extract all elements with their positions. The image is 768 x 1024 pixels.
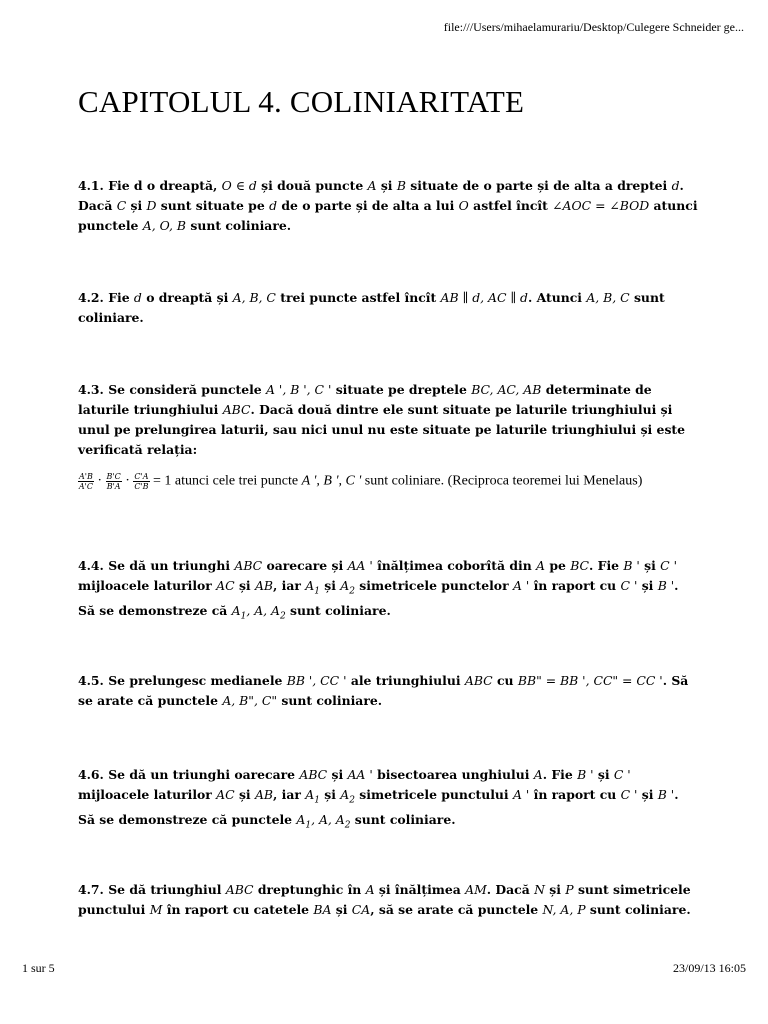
text: trei puncte astfel încît xyxy=(280,290,437,305)
math: AC xyxy=(216,787,235,802)
chapter-title: CAPITOLUL 4. COLINIARITATE xyxy=(78,84,525,119)
text: sunt coliniare. xyxy=(281,693,383,708)
math xyxy=(340,578,355,597)
text: sunt coliniare. xyxy=(190,218,292,233)
math: d xyxy=(269,198,277,213)
text: Se dă un triunghi xyxy=(108,558,231,573)
text: Se prelungesc medianele xyxy=(108,673,283,688)
math: AB xyxy=(254,787,274,802)
math: BC xyxy=(570,558,590,573)
math: A xyxy=(305,578,315,593)
text: în raport cu catetele xyxy=(166,902,310,917)
text: și xyxy=(324,578,336,593)
problem-number: 4.2. xyxy=(78,290,104,305)
numerator: A'B xyxy=(79,472,93,481)
text: și xyxy=(331,767,344,782)
math: AA ' xyxy=(347,558,373,573)
text: și xyxy=(549,882,561,897)
problem-4-6 xyxy=(78,765,698,836)
text: sunt situate pe xyxy=(160,198,265,213)
text: mijloacele laturilor xyxy=(78,787,212,802)
text: și xyxy=(641,578,654,593)
subscript: 2 xyxy=(344,820,351,831)
math xyxy=(340,787,355,806)
text: . Dacă două dintre ele sunt situate pe laturile triunghiului și unul pe prelungirea laturii, sau nici unul nu este situate pe laturile triunghiului și este verificată relația: xyxy=(78,402,686,457)
math: A xyxy=(367,178,377,193)
math: B ' xyxy=(577,767,594,782)
text: o dreaptă și xyxy=(146,290,229,305)
math xyxy=(296,812,351,831)
text: situate de o parte și de alta a dreptei xyxy=(410,178,668,193)
math: A ', B ', C ' xyxy=(301,473,362,489)
problem-number: 4.5. xyxy=(78,673,104,688)
denominator: C'B xyxy=(134,482,149,491)
text: și xyxy=(238,787,251,802)
text: și xyxy=(130,198,143,213)
math: ABC xyxy=(299,767,328,782)
math: M xyxy=(149,902,163,917)
text: și două puncte xyxy=(261,178,364,193)
problem-number: 4.6. xyxy=(78,767,104,782)
text: și xyxy=(644,558,656,573)
math: O xyxy=(458,198,469,213)
math: A xyxy=(231,603,241,619)
subscript: 1 xyxy=(240,611,247,622)
math: A xyxy=(365,882,375,897)
text: determinate de laturile triunghiului xyxy=(78,382,652,417)
math: , A, A xyxy=(311,812,345,828)
fraction xyxy=(106,472,122,491)
problem-4-3 xyxy=(78,380,698,460)
text: . Fie xyxy=(542,767,573,782)
text: , iar xyxy=(273,578,301,593)
text: și xyxy=(238,578,251,593)
text: . Să se arate că punctele xyxy=(78,673,689,708)
text: sunt simetricele punctului xyxy=(78,882,691,917)
problem-number: 4.7. xyxy=(78,882,104,897)
text: și xyxy=(380,178,393,193)
math: C ' xyxy=(613,767,631,782)
text: . Dacă xyxy=(78,178,684,213)
math: A ' xyxy=(512,787,530,802)
math: A, O, B xyxy=(142,218,187,233)
problem-4-1 xyxy=(78,176,698,236)
page-counter: 1 sur 5 xyxy=(22,961,55,975)
math: CA xyxy=(351,902,371,917)
text: Se consideră punctele xyxy=(108,382,262,397)
numerator: B'C xyxy=(106,472,121,481)
text: Fie d o dreaptă, xyxy=(108,178,218,193)
math xyxy=(305,787,320,806)
text: sunt coliniare. xyxy=(78,290,665,325)
math: AB xyxy=(254,578,274,593)
math: C ' xyxy=(660,558,677,573)
math: A xyxy=(296,812,306,828)
problem-number: 4.3. xyxy=(78,382,104,397)
text: sunt coliniare. xyxy=(290,603,391,619)
math: D xyxy=(146,198,157,213)
text: oarecare și xyxy=(266,558,344,573)
text: . Atunci xyxy=(527,290,582,305)
text: și xyxy=(597,767,610,782)
text: înălțimea coborîtă din xyxy=(377,558,532,573)
text: = 1 atunci cele trei puncte xyxy=(153,473,299,489)
math: A xyxy=(340,787,350,802)
math: A xyxy=(533,767,543,782)
math: AC xyxy=(216,578,235,593)
text: Fie xyxy=(108,290,130,305)
math: ABC xyxy=(222,402,251,417)
text: și înălțimea xyxy=(378,882,461,897)
text: situate pe dreptele xyxy=(335,382,467,397)
text: bisectoarea unghiului xyxy=(377,767,530,782)
math: BB" = BB ', CC" = CC ' xyxy=(517,673,663,688)
denominator: B'A xyxy=(106,482,121,491)
math: O ∈ d xyxy=(221,178,257,193)
math: A, B, C xyxy=(232,290,276,305)
math: , A, A xyxy=(246,603,280,619)
text: mijloacele laturilor xyxy=(78,578,212,593)
math: A ', B ', C ' xyxy=(266,382,332,397)
problem-number: 4.4. xyxy=(78,558,104,573)
text: și xyxy=(641,787,654,802)
text: , iar xyxy=(273,787,301,802)
text: . Dacă xyxy=(486,882,530,897)
math: A xyxy=(305,787,315,802)
math xyxy=(305,578,320,597)
text: . Să se demonstreze că punctele xyxy=(78,787,679,828)
math: d xyxy=(671,178,680,193)
math: N xyxy=(534,882,545,897)
text: atunci punctele xyxy=(78,198,698,233)
math: P xyxy=(565,882,574,897)
text: , să se arate că punctele xyxy=(370,902,539,917)
math: d xyxy=(133,290,142,305)
text: . Fie xyxy=(589,558,620,573)
math: ABC xyxy=(234,558,263,573)
math: C ' xyxy=(620,578,638,593)
math: A xyxy=(340,578,350,593)
math: AB ∥ d, AC ∥ d xyxy=(440,290,528,305)
denominator: A'C xyxy=(78,482,93,491)
fraction xyxy=(133,472,149,491)
math xyxy=(231,603,286,622)
problem-number: 4.1. xyxy=(78,178,104,193)
text: pe xyxy=(549,558,566,573)
math: BC, AC, AB xyxy=(471,382,542,397)
math: ABC xyxy=(464,673,493,688)
text: Se dă un triunghi oarecare xyxy=(108,767,296,782)
text: sunt coliniare. xyxy=(354,812,456,828)
math: ∠AOC = ∠BOD xyxy=(552,198,650,213)
math: B xyxy=(396,178,406,193)
subscript: 2 xyxy=(279,611,286,622)
math: BA xyxy=(313,902,332,917)
math: N, A, P xyxy=(542,902,586,917)
text: de o parte și de alta a lui xyxy=(281,198,455,213)
problem-4-5 xyxy=(78,671,698,711)
math: AM xyxy=(465,882,487,897)
text: simetricele punctului xyxy=(359,787,509,802)
file-url-header: file:///Users/mihaelamurariu/Desktop/Culegere Schneider ge... xyxy=(443,20,744,34)
fraction xyxy=(78,472,94,491)
math: C xyxy=(116,198,127,213)
text: în raport cu xyxy=(533,578,617,593)
problem-4-7 xyxy=(78,880,698,920)
text: ale triunghiului xyxy=(350,673,461,688)
math: ABC xyxy=(225,882,254,897)
text: cu xyxy=(496,673,514,688)
math: BB ', CC ' xyxy=(286,673,347,688)
text: astfel încît xyxy=(473,198,548,213)
menelaus-relation: $\frac{A'B}{A'C}$ · $\frac{B'C}{B'A}$ · $\frac{C'A}{C'B}$ = 1 atunci cele trei puncte A ', B ', C ' sunt coliniare. (Reciproca teoremei lui Menelaus) xyxy=(78,472,643,491)
text: în raport cu xyxy=(533,787,617,802)
text: Se dă triunghiul xyxy=(108,882,222,897)
math: A, B, C xyxy=(586,290,630,305)
text: sunt coliniare. xyxy=(589,902,691,917)
math: B ' xyxy=(657,787,675,802)
text: și xyxy=(335,902,348,917)
text: dreptunghic în xyxy=(257,882,362,897)
problem-4-2 xyxy=(78,288,698,328)
print-timestamp: 23/09/13 16:05 xyxy=(672,961,746,975)
math: B ' xyxy=(657,578,675,593)
text: și xyxy=(324,787,336,802)
text: simetricele punctelor xyxy=(359,578,509,593)
math: AA ' xyxy=(347,767,373,782)
numerator: C'A xyxy=(134,472,149,481)
math: A, B", C" xyxy=(222,693,278,708)
subscript: 1 xyxy=(305,820,312,831)
math: C ' xyxy=(620,787,638,802)
subscript: 1 xyxy=(314,795,320,806)
problem-4-4 xyxy=(78,556,698,627)
subscript: 2 xyxy=(349,586,355,597)
math: A xyxy=(536,558,545,573)
subscript: 1 xyxy=(314,586,320,597)
math: A ' xyxy=(512,578,530,593)
text: . Să se demonstreze că xyxy=(78,578,679,619)
subscript: 2 xyxy=(349,795,355,806)
math: B ' xyxy=(623,558,640,573)
text: sunt coliniare. (Reciproca teoremei lui Menelaus) xyxy=(364,473,643,489)
